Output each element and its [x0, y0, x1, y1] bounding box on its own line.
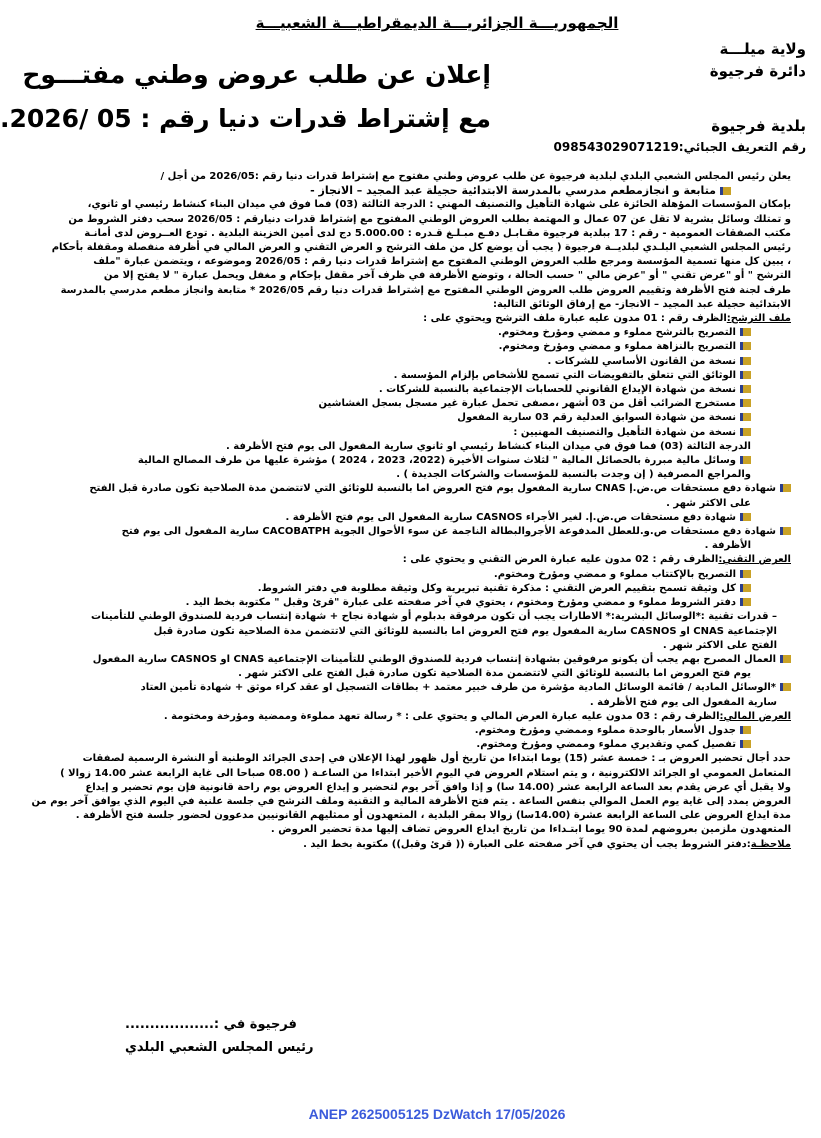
- body-line: مدة ايداع العروض على الساعة الرابعة عشرة (14.00سا) زوالا بمقر البلدية ، المتعهدون أو ممثليهم القانونيين مدعوون لحضور جلسة فتح الأظرفة .: [75, 810, 791, 822]
- candidacy-heading: ملف الترشح:الظرف رقم : 01 مدون عليه عبارة ملف الترشح ويحتوي على :: [423, 313, 791, 325]
- signature-title: رئيس المجلس الشعبي البلدي: [125, 1040, 314, 1055]
- list-item: نسخة من شهادة التأهيل والتصنيف المهنيين :: [85, 426, 791, 440]
- project-title: متابعة و انجازمطعم مدرسي بالمدرسة الابتدائية حجيلة عبد المجيد – الانجاز -: [85, 184, 791, 198]
- body-line: بإمكان المؤسسات المؤهلة الحائزة على شهادة التأهيل والتصنيف المهني : الدرجة الثالثة (03) فما فوق في ميدان البناء كنشاط رئيسي او ثانوي،: [87, 199, 791, 211]
- body-line: العروض يمدد إلى غاية يوم العمل الموالي بنفس الساعة . يتم فتح الأظرفة المالية و التقنية وملف الترشح في جلسة علنية في اليوم الذي يوافق آخر يوم من: [31, 795, 791, 807]
- list-item: نسخة من شهادة الإيداع القانوني للحسابات الإجتماعية بالنسبة للشركات .: [85, 383, 791, 397]
- list-item: التصريح بالنزاهة مملوء و ممضي ومؤرخ ومختوم.: [85, 340, 791, 354]
- body-line: يوم فتح العروض اما بالنسبة للوثائق التي لاتتضمن مدة الصلاحية تكون صادرة قبل الفتح على الاكثر شهر .: [238, 668, 751, 680]
- list-item: شهادة دفع مستحقات ص.و.للعطل المدفوعة الأجروالبطالة الناجمة عن سوء الأحوال الجوية CACOBATPH سارية المفعول الى يوم فتح: [85, 525, 791, 539]
- body-line: الابتدائية حجيلة عبد المجيد – الانجاز- مع إرفاق الوثائق التالية:: [492, 298, 791, 310]
- list-item: التصريح بالإكتتاب مملوء و ممضي ومؤرخ ومختوم.: [85, 568, 791, 582]
- list-item: جدول الأسعار بالوحدة مملوء وممضي ومؤرخ ومختوم.: [85, 724, 791, 738]
- body-line: الأظرفة .: [704, 540, 751, 552]
- footer-reference: ANEP 2625005125 DzWatch 17/05/2026: [308, 1106, 566, 1122]
- technical-heading: العرض التقني:الظرف رقم : 02 مدون عليه عبارة العرض التقني و يحتوي على :: [402, 554, 791, 566]
- body-line: مكتب الصفقات العمومية - رقم : 17 ببلدية فرجيوة مقـابـل دفـع مبـلـغ قـدره : 5.000.00 دج لدى أمين الخزينة البلدية . تودع العــروض لدى أمانـة: [84, 227, 791, 239]
- list-item: العمال المصرح بهم يجب أن يكونو مرفوقين بشهادة إنتساب فردية للصندوق الوطني للتأمينات الإجتماعية CNAS او CASNOS سارية المفعول: [85, 653, 791, 667]
- title-line-2: مع إشتراط قدرات دنيا رقم : 05 /2026.: [0, 104, 491, 133]
- list-item: نسخة من القانون الأساسي للشركات .: [85, 355, 791, 369]
- list-item: شهادة دفع مستحقات ص.ض.إ CNAS سارية المفعول يوم فتح العروض اما بالنسبة للوثائق التي لاتتضمن مدة الصلاحية تكون صادرة قبل الفتح: [85, 482, 791, 496]
- signature-place: فرجيوة في :..................: [125, 1017, 297, 1032]
- wilaya-block: [710, 38, 806, 82]
- body-line: والمراجع المصرفية ( إن وجدت بالنسبة للمؤسسات والشركات الجديدة ) .: [396, 469, 751, 481]
- tax-id: رقم التعريف الجبائي:098543029071219: [553, 140, 806, 154]
- list-item: مستخرج الضرائب أقل من 03 أشهر ،مصفى تحمل عبارة غير مسجل بسجل الغشاشين: [85, 397, 791, 411]
- body-line: – قدرات تقنية :*الوسائل البشرية:* الاطارات يجب أن تكون مرفوقة بدبلوم أو شهادة نجاح + شهادة إنتساب فردية للصندوق الوطني للتأمينات: [91, 611, 777, 623]
- body-line: على الاكثر شهر .: [666, 497, 751, 509]
- body-line: المتعامل العمومي او الجرائد الالكترونية ، و يتم استلام العروض في اليوم الأخير ابتداءا من الساعـة ( 08.00 صباحا الى غاية الرابعة عشر 14.00 زوالا ): [60, 767, 791, 779]
- body-line: سارية المفعول الى يوم فتح الأظرفة .: [589, 696, 777, 708]
- list-item: تفصيل كمي وتقديري مملوء وممضي ومؤرخ ومختوم.: [85, 738, 791, 752]
- list-item: شهادة دفع مستحقات ص.ض.إ. لغير الأجراء CASNOS سارية المفعول الى يوم فتح الأظرفة .: [85, 511, 791, 525]
- wilaya-name: ولاية ميلـــة: [719, 40, 806, 58]
- list-item: كل وثيقة تسمح بتقييم العرض التقني : مذكرة تقنية تبريرية وكل وثيقة مطلوبة في دفتر الشروط.: [85, 582, 791, 596]
- body-line: الدرجة الثالثة (03) فما فوق في ميدان البناء كنشاط رئيسي او ثانوي سارية المفعول الى يوم فتح الأظرفة .: [225, 440, 751, 452]
- body-line: ، يبين كل منها تسمية المؤسسة ومرجع طلب العروض الوطني المفتوح مع إشتراط قدرات دنيا رقم : 2026/05 وموضوعه ، ويتضمن عبارة "ملف: [93, 256, 791, 268]
- list-item: دفتر الشروط مملوء و ممضي ومؤرخ ومختوم ، يحتوي في آخر صفحته على عبارة "قرئ وقبل " مكتوبة بخط اليد .: [85, 596, 791, 610]
- list-item: التصريح بالترشح مملوء و ممضي ومؤرخ ومختوم.: [85, 326, 791, 340]
- note-line: ملاحظـة:دفتر الشروط يجب أن يحتوي في آخر صفحته على العبارة (( قرئ وقبل)) مكتوبة بخط اليد .: [303, 838, 791, 850]
- list-item: نسخة من شهادة السوابق العدلية رقم 03 سارية المفعول: [85, 411, 791, 425]
- body-line: الإجتماعية CNAS او CASNOS سارية المفعول يوم فتح العروض اما بالنسبة للوثائق التي لاتتضمن مدة الصلاحية تكون صادرة قبل: [153, 625, 777, 637]
- intro-line: يعلن رئيس المجلس الشعبي البلدي لبلدية فرجيوة عن طلب عروض وطني مفتوح مع إشتراط قدرات دنيا رقم :2026/05 من أجل /: [160, 171, 791, 182]
- baladia-name: بلدية فرجيوة: [711, 117, 806, 135]
- list-item: الوثائق التي تتعلق بالتفويضات التي تسمح للأشخاص بإلزام المؤسسة .: [85, 369, 791, 383]
- body-line: الفتح على الاكثر شهر .: [662, 639, 777, 651]
- republic-header: الجمهوريـــة الجزائريـــة الديمقراطيـــة الشعبيـــة: [255, 14, 619, 32]
- list-item: *الوسائل المادية / قائمة الوسائل المادية مؤشرة من طرف خبير معتمد + بطاقات التسجيل او عقد كراء موثق + شهادة تأمين العتاد: [85, 681, 791, 695]
- announcement-body: [31, 170, 791, 852]
- title-line-1: إعلان عن طلب عروض وطني مفتـــوح: [22, 60, 491, 89]
- financial-heading: العرض المالي:الظرف رقم : 03 مدون عليه عبارة العرض المالي و يحتوي على : * رسالة تعهد مملوءة وممضية ومؤرخة ومختومة .: [163, 710, 791, 722]
- body-line: حدد أجال تحضير العروض بـ : خمسة عشر (15) يوما ابتداءا من تاريخ أول ظهور لهذا الإعلان في إحدى الجرائد الوطنية أو النشرة الرسمية لصفقات: [82, 753, 791, 765]
- list-item: وسائل مالية مبررة بالحصائل المالية " لثلاث سنوات الأخيرة (2022، 2023 ، 2024 ) مؤشرة عليها من طرف المصالح المالية: [85, 454, 791, 468]
- body-line: الترشح " أو "عرض تقني " أو "عرض مالي " حسب الحالة ، وتوضع الأظرفة في ظرف آخر مقفل بإحكام و مغفل ويحمل عبارة " لا يفتح إلا من: [103, 270, 791, 282]
- body-line: ولا يقبل أي عرض يقدم بعد الساعة الرابعة عشر (14.00 سا) و إذا وافق آخر يوم لتحضير و إيداع العروض يوم راحة قانونية فإن يوم تحضير و إيداع: [85, 781, 791, 793]
- body-line: طرف لجنة فتح الأظرفة وتقييم العروض طلب العروض الوطني المفتوح مع إشتراط قدرات دنيا رقم 2026/05 * متابعة وانجاز مطعم مدرسي بالمدرسة: [60, 284, 791, 296]
- body-line: المتعهدون ملزمين بعروضهم لمدة 90 يوما ابتـداءا من تاريخ ايداع العروض تضاف إليها مدة تحضير العروض .: [270, 824, 791, 836]
- body-line: رئيس المجلس الشعبي البلـدي لبلديــة فرجيوة ( يجب أن يوضع كل من ملف الترشح و العرض التقني و العرض المالي في أظرفة منفصلة ومقفلة بأحكام: [51, 242, 791, 254]
- daira-name: دائرة فرجيوة: [709, 62, 806, 80]
- body-line: و تمتلك وسائل بشرية لا تقل عن 07 عمال و المهتمة بطلب العروض الوطني المفتوح مع إشتراط قدرات دنيارقم : 2026/05 سحب دفتر الشروط من: [68, 213, 791, 225]
